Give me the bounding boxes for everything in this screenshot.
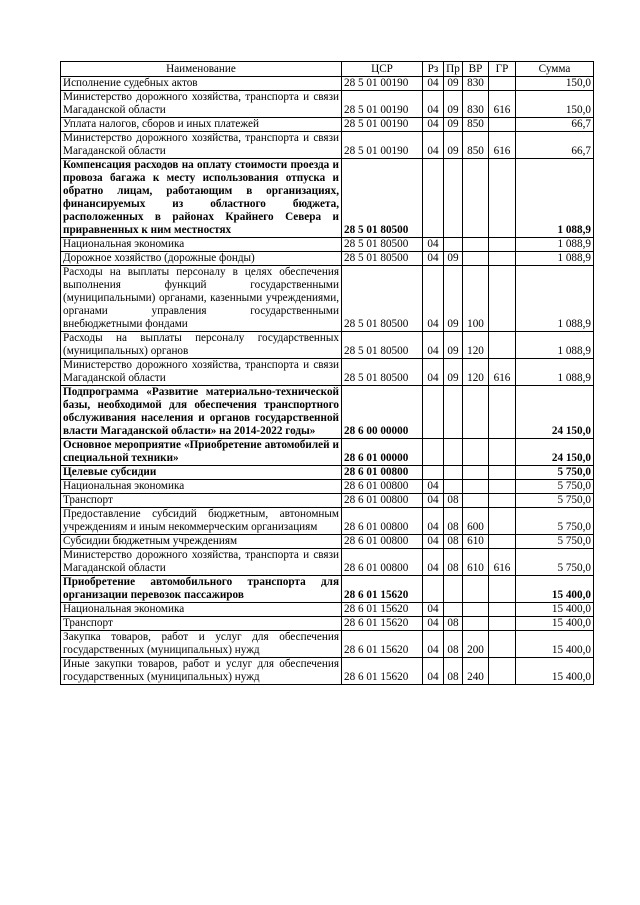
cell-vr xyxy=(463,603,489,617)
cell-name: Транспорт xyxy=(61,617,342,631)
cell-csr: 28 5 01 80500 xyxy=(342,252,423,266)
cell-vr: 850 xyxy=(463,132,489,159)
cell-vr xyxy=(463,466,489,480)
cell-sum: 15 400,0 xyxy=(516,576,594,603)
cell-sum: 5 750,0 xyxy=(516,549,594,576)
cell-csr: 28 6 01 15620 xyxy=(342,603,423,617)
cell-csr: 28 6 01 15620 xyxy=(342,658,423,685)
cell-gr xyxy=(489,332,516,359)
cell-vr: 610 xyxy=(463,549,489,576)
cell-pr: 08 xyxy=(444,535,463,549)
table-row xyxy=(61,617,594,631)
cell-rz: 04 xyxy=(423,617,444,631)
cell-rz: 04 xyxy=(423,359,444,386)
cell-rz: 04 xyxy=(423,603,444,617)
cell-pr xyxy=(444,386,463,439)
cell-rz: 04 xyxy=(423,132,444,159)
cell-sum: 24 150,0 xyxy=(516,439,594,466)
cell-name: Уплата налогов, сборов и иных платежей xyxy=(61,118,342,132)
cell-name: Национальная экономика xyxy=(61,480,342,494)
table-header-row xyxy=(61,62,594,77)
cell-csr: 28 6 01 00000 xyxy=(342,439,423,466)
cell-pr xyxy=(444,576,463,603)
cell-rz: 04 xyxy=(423,332,444,359)
cell-gr xyxy=(489,386,516,439)
cell-vr: 600 xyxy=(463,508,489,535)
cell-pr: 08 xyxy=(444,658,463,685)
cell-name: Расходы на выплаты персоналу государственных (муниципальных) органов xyxy=(61,332,342,359)
cell-sum: 66,7 xyxy=(516,132,594,159)
cell-gr: 616 xyxy=(489,549,516,576)
cell-rz: 04 xyxy=(423,480,444,494)
cell-rz xyxy=(423,159,444,238)
cell-rz: 04 xyxy=(423,252,444,266)
cell-csr: 28 6 01 00800 xyxy=(342,494,423,508)
cell-vr: 830 xyxy=(463,91,489,118)
cell-name: Иные закупки товаров, работ и услуг для обеспечения государственных (муниципальных) нужд xyxy=(61,658,342,685)
cell-vr xyxy=(463,252,489,266)
cell-vr: 120 xyxy=(463,332,489,359)
cell-pr xyxy=(444,480,463,494)
cell-sum: 150,0 xyxy=(516,91,594,118)
cell-gr xyxy=(489,576,516,603)
cell-pr: 08 xyxy=(444,494,463,508)
table-body xyxy=(61,77,594,685)
cell-vr: 100 xyxy=(463,266,489,332)
cell-name: Субсидии бюджетным учреждениям xyxy=(61,535,342,549)
cell-name: Министерство дорожного хозяйства, транспорта и связи Магаданской области xyxy=(61,549,342,576)
cell-rz: 04 xyxy=(423,91,444,118)
cell-pr: 09 xyxy=(444,332,463,359)
cell-sum: 1 088,9 xyxy=(516,266,594,332)
cell-gr xyxy=(489,159,516,238)
cell-sum: 66,7 xyxy=(516,118,594,132)
cell-rz: 04 xyxy=(423,549,444,576)
cell-csr: 28 6 01 15620 xyxy=(342,631,423,658)
cell-csr: 28 6 01 15620 xyxy=(342,576,423,603)
cell-csr: 28 6 01 00800 xyxy=(342,549,423,576)
cell-sum: 5 750,0 xyxy=(516,494,594,508)
cell-rz: 04 xyxy=(423,77,444,91)
cell-csr: 28 5 01 80500 xyxy=(342,266,423,332)
cell-rz: 04 xyxy=(423,658,444,685)
table-row xyxy=(61,603,594,617)
cell-vr xyxy=(463,480,489,494)
cell-gr: 616 xyxy=(489,91,516,118)
cell-csr: 28 5 01 00190 xyxy=(342,91,423,118)
cell-rz: 04 xyxy=(423,535,444,549)
cell-pr xyxy=(444,159,463,238)
cell-pr: 08 xyxy=(444,631,463,658)
cell-sum: 5 750,0 xyxy=(516,466,594,480)
cell-gr xyxy=(489,617,516,631)
cell-gr xyxy=(489,480,516,494)
header-pr: Пр xyxy=(444,62,463,77)
cell-csr: 28 5 01 80500 xyxy=(342,359,423,386)
cell-vr: 200 xyxy=(463,631,489,658)
table-row xyxy=(61,118,594,132)
cell-gr xyxy=(489,631,516,658)
cell-vr xyxy=(463,238,489,252)
header-vr: ВР xyxy=(463,62,489,77)
cell-csr: 28 6 01 00800 xyxy=(342,480,423,494)
table-row xyxy=(61,576,594,603)
table-row xyxy=(61,494,594,508)
cell-rz xyxy=(423,576,444,603)
table-row xyxy=(61,508,594,535)
cell-sum: 150,0 xyxy=(516,77,594,91)
cell-vr: 610 xyxy=(463,535,489,549)
cell-pr: 09 xyxy=(444,91,463,118)
cell-gr xyxy=(489,466,516,480)
cell-sum: 24 150,0 xyxy=(516,386,594,439)
cell-vr: 120 xyxy=(463,359,489,386)
cell-pr: 09 xyxy=(444,132,463,159)
cell-pr: 08 xyxy=(444,617,463,631)
cell-name: Целевые субсидии xyxy=(61,466,342,480)
table-row xyxy=(61,238,594,252)
cell-sum: 1 088,9 xyxy=(516,238,594,252)
table-row xyxy=(61,549,594,576)
cell-csr: 28 5 01 80500 xyxy=(342,332,423,359)
cell-rz: 04 xyxy=(423,508,444,535)
header-name: Наименование xyxy=(61,62,342,77)
table-row xyxy=(61,439,594,466)
cell-rz xyxy=(423,439,444,466)
cell-rz: 04 xyxy=(423,494,444,508)
cell-csr: 28 6 01 00800 xyxy=(342,508,423,535)
cell-gr xyxy=(489,118,516,132)
cell-gr xyxy=(489,603,516,617)
table-row xyxy=(61,359,594,386)
cell-vr xyxy=(463,617,489,631)
cell-rz: 04 xyxy=(423,266,444,332)
table-row xyxy=(61,631,594,658)
cell-sum: 15 400,0 xyxy=(516,603,594,617)
cell-sum: 1 088,9 xyxy=(516,332,594,359)
table-row xyxy=(61,480,594,494)
table-row xyxy=(61,91,594,118)
table-row xyxy=(61,77,594,91)
cell-csr: 28 6 01 15620 xyxy=(342,617,423,631)
cell-pr xyxy=(444,603,463,617)
cell-vr: 240 xyxy=(463,658,489,685)
cell-sum: 5 750,0 xyxy=(516,535,594,549)
cell-csr: 28 6 01 00800 xyxy=(342,535,423,549)
budget-table xyxy=(60,61,594,685)
cell-name: Министерство дорожного хозяйства, транспорта и связи Магаданской области xyxy=(61,132,342,159)
cell-sum: 1 088,9 xyxy=(516,159,594,238)
cell-name: Министерство дорожного хозяйства, транспорта и связи Магаданской области xyxy=(61,91,342,118)
cell-gr xyxy=(489,494,516,508)
cell-vr xyxy=(463,159,489,238)
cell-rz: 04 xyxy=(423,631,444,658)
cell-name: Национальная экономика xyxy=(61,238,342,252)
cell-name: Основное мероприятие «Приобретение автомобилей и специальной техники» xyxy=(61,439,342,466)
header-csr: ЦСР xyxy=(342,62,423,77)
table-row xyxy=(61,535,594,549)
cell-vr xyxy=(463,494,489,508)
cell-csr: 28 5 01 00190 xyxy=(342,118,423,132)
cell-pr: 09 xyxy=(444,359,463,386)
table-row xyxy=(61,658,594,685)
cell-gr xyxy=(489,238,516,252)
cell-gr xyxy=(489,439,516,466)
table-row xyxy=(61,252,594,266)
cell-name: Приобретение автомобильного транспорта для организации перевозок пассажиров xyxy=(61,576,342,603)
cell-pr: 08 xyxy=(444,549,463,576)
cell-gr: 616 xyxy=(489,132,516,159)
cell-rz xyxy=(423,466,444,480)
table-row xyxy=(61,132,594,159)
cell-rz: 04 xyxy=(423,238,444,252)
cell-vr: 830 xyxy=(463,77,489,91)
cell-rz: 04 xyxy=(423,118,444,132)
cell-csr: 28 6 00 00000 xyxy=(342,386,423,439)
cell-gr xyxy=(489,252,516,266)
cell-gr xyxy=(489,535,516,549)
cell-pr: 09 xyxy=(444,266,463,332)
cell-sum: 1 088,9 xyxy=(516,252,594,266)
table-row xyxy=(61,332,594,359)
cell-csr: 28 5 01 00190 xyxy=(342,132,423,159)
cell-gr xyxy=(489,508,516,535)
cell-name: Предоставление субсидий бюджетным, автономным учреждениям и иным некоммерческим организациям xyxy=(61,508,342,535)
cell-pr: 08 xyxy=(444,508,463,535)
cell-vr: 850 xyxy=(463,118,489,132)
header-sum: Сумма xyxy=(516,62,594,77)
cell-pr xyxy=(444,439,463,466)
table-row xyxy=(61,466,594,480)
cell-name: Компенсация расходов на оплату стоимости проезда и провоза багажа к месту использования отпуска и обратно лицам, работающим в организациях, финансируемых из областного бюджета, расположенных в районах Крайнего Севера и приравненных к ним местностях xyxy=(61,159,342,238)
cell-name: Транспорт xyxy=(61,494,342,508)
header-gr: ГР xyxy=(489,62,516,77)
cell-csr: 28 5 01 80500 xyxy=(342,159,423,238)
cell-csr: 28 6 01 00800 xyxy=(342,466,423,480)
cell-pr: 09 xyxy=(444,118,463,132)
cell-name: Исполнение судебных актов xyxy=(61,77,342,91)
cell-name: Национальная экономика xyxy=(61,603,342,617)
cell-name: Министерство дорожного хозяйства, транспорта и связи Магаданской области xyxy=(61,359,342,386)
cell-csr: 28 5 01 80500 xyxy=(342,238,423,252)
cell-csr: 28 5 01 00190 xyxy=(342,77,423,91)
cell-gr xyxy=(489,266,516,332)
table-row xyxy=(61,266,594,332)
cell-sum: 5 750,0 xyxy=(516,508,594,535)
cell-vr xyxy=(463,386,489,439)
cell-vr xyxy=(463,439,489,466)
cell-name: Подпрограмма «Развитие материально-технической базы, необходимой для обеспечения транспортного обслуживания населения и органов государственной власти Магаданской области» на 2014-2022 годы» xyxy=(61,386,342,439)
cell-rz xyxy=(423,386,444,439)
cell-pr xyxy=(444,238,463,252)
cell-sum: 15 400,0 xyxy=(516,658,594,685)
cell-gr xyxy=(489,658,516,685)
table-row xyxy=(61,386,594,439)
cell-name: Дорожное хозяйство (дорожные фонды) xyxy=(61,252,342,266)
cell-pr: 09 xyxy=(444,77,463,91)
cell-vr xyxy=(463,576,489,603)
cell-sum: 5 750,0 xyxy=(516,480,594,494)
cell-gr: 616 xyxy=(489,359,516,386)
table-row xyxy=(61,159,594,238)
cell-pr xyxy=(444,466,463,480)
cell-sum: 1 088,9 xyxy=(516,359,594,386)
header-rz: Рз xyxy=(423,62,444,77)
cell-name: Расходы на выплаты персоналу в целях обеспечения выполнения функций государственными (муниципальными) органами, казенными учреждениями, органами управления государственными внебюджетными фондами xyxy=(61,266,342,332)
cell-gr xyxy=(489,77,516,91)
cell-pr: 09 xyxy=(444,252,463,266)
cell-name: Закупка товаров, работ и услуг для обеспечения государственных (муниципальных) нужд xyxy=(61,631,342,658)
cell-sum: 15 400,0 xyxy=(516,617,594,631)
cell-sum: 15 400,0 xyxy=(516,631,594,658)
